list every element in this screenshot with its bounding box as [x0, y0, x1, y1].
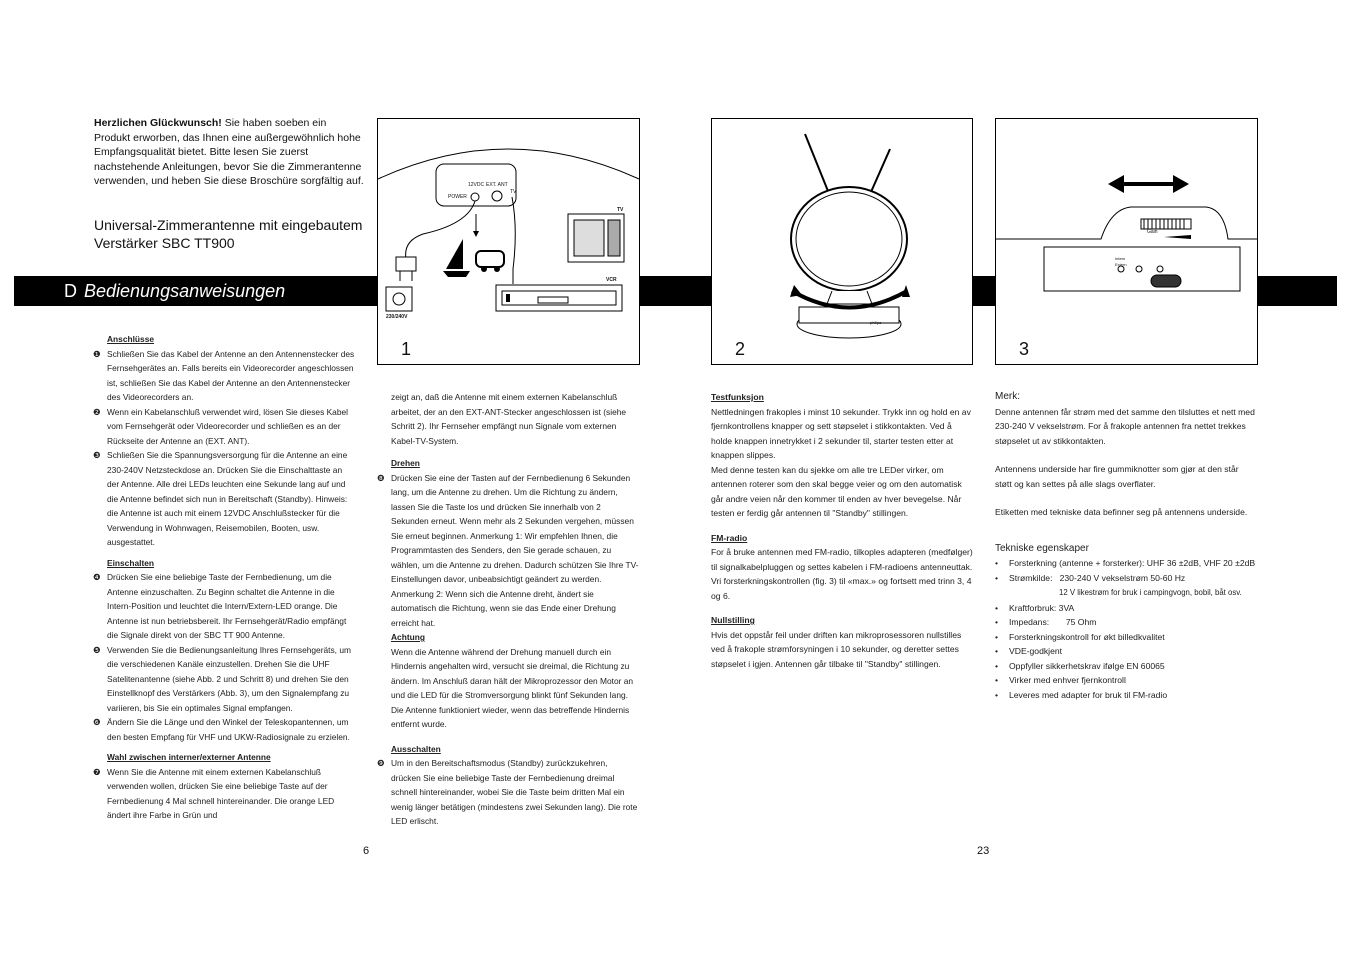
step-text: Drücken Sie eine beliebige Taste der Fernbedienung, um die Antenne einzuschalten. Zu Beginn schaltet die Antenne in die Intern-Position und leuchtet die Intern/Extern-LED orange. Die Antenne ist nun betriebsbereit. Ihr Fernsehgerät/Radio empfängt die Signale direkt von der SBC TT 900 Antenne. [107, 572, 347, 640]
step-text: Um in den Bereitschaftsmodus (Standby) zurückzukehren, drücken Sie eine beliebige Taste der Fernbedienung dreimal schnell hintereinander, wobei Sie die Taste beim dritten Mal ein wenig länger betätigen (mindestens zwei Sekunden lang). Die rote LED erlischt. [391, 758, 638, 826]
underside-text: Antennens underside har fire gummiknotter som gjør at den står støtt og kan settes på alle slags overflater. [995, 464, 1239, 489]
figure-3-drawing [996, 119, 1257, 364]
step-number: ❾ [377, 758, 385, 768]
spec-list [995, 556, 1257, 702]
heading-testfunksjon: Testfunksjon [711, 392, 764, 402]
label-ext-ant: EXT. ANT [486, 182, 508, 188]
list-item: • Leveres med adapter for bruk til FM-radio [995, 688, 1257, 703]
step-number: ❹ [93, 572, 101, 582]
list-item [377, 471, 639, 587]
list-item [93, 715, 355, 744]
list-item [93, 643, 355, 716]
figure-1 [377, 118, 640, 365]
spec-power: Strømkilde: 230-240 V vekselstrøm 50-60 Hz [1009, 572, 1186, 583]
section-letter: D [64, 281, 77, 301]
step-text: Ändern Sie die Länge und den Winkel der Teleskopantennen, um den besten Empfang für VHF und UKW-Radiosignale zu erzielen. [107, 717, 350, 742]
label-power: POWER [448, 194, 467, 200]
heading-nullstilling: Nullstilling [711, 615, 755, 625]
test-text: Nettledningen frakoples i minst 10 sekunder. Trykk inn og hold en av fjernkontrollens knapper og sett støpselet i stikkontakten. Ved å holde knappen innetrykket i 2 sekunder til, starter testen etter at knappen slippes. [711, 406, 971, 460]
column-4 [995, 390, 1257, 702]
intern-label: Intern [1115, 256, 1126, 261]
heading-einschalten: Einschalten [107, 557, 155, 568]
section-band-right2 [1256, 276, 1337, 306]
label-text: Etiketten med tekniske data befinner seg på antennens underside. [995, 507, 1248, 517]
achtung-text: Wenn die Antenne während der Drehung manuell durch ein Hindernis angehalten wird, versucht sie dreimal, die Richtung zu ändern. Im Anschluß daran hält der Mikroprozessor den Motor an und die LED für die Stromversorgung blinkt fünf Sekunden lang. Die Antenne funktioniert wieder, wenn das betreffende Hindernis entfernt wurde. [391, 646, 634, 729]
step-number: ❼ [93, 766, 101, 777]
step-number: ❷ [93, 406, 101, 417]
heading-achtung: Achtung [391, 632, 425, 642]
figure-2-number: 2 [735, 339, 746, 359]
column-3 [711, 390, 973, 671]
figure-3-number: 3 [1019, 339, 1030, 359]
figure-1-number: 1 [401, 339, 412, 359]
heading-fm-radio: FM-radio [711, 532, 748, 543]
step-number: ❻ [93, 717, 101, 727]
list-item [995, 571, 1257, 601]
product-title: Universal-Zimmerantenne mit eingebautem Verstärker SBC TT900 [94, 217, 363, 251]
column-2 [377, 390, 639, 829]
label-tv-jack: TV [510, 189, 517, 195]
brand-label: philips [870, 320, 882, 325]
list-item [93, 448, 355, 550]
list-item: • Forsterkningskontroll for økt billedkvalitet [995, 630, 1257, 645]
list-item [93, 405, 355, 449]
section-band-mid [638, 276, 711, 306]
label-tv: TV [617, 207, 624, 213]
intro-text: Sie haben soeben ein Produkt erworben, das Ihnen eine außergewöhnlich hohe Empfangsqualität bietet. Bitte lesen Sie zuerst nachstehende Anleitungen, bevor Sie die Zimmerantenne verwenden, und heben Sie diese Broschüre sorgfältig auf. [94, 117, 364, 187]
step-number: ❺ [93, 644, 101, 655]
list-item: • Kraftforbruk: 3VA [995, 601, 1257, 616]
step-number: ❸ [93, 450, 101, 460]
label-vcr: VCR [606, 277, 617, 283]
spec-heading: Tekniske egenskaper [995, 542, 1089, 554]
section-band-right1 [971, 276, 995, 306]
page-number-right: 23 [977, 845, 990, 857]
step-text: Wenn ein Kabelanschluß verwendet wird, lösen Sie dieses Kabel vom Fernsehgerät oder Videorecorder und schließen es an der Rückseite der Antenne an (EXT. ANT). [107, 406, 348, 446]
continued-text: zeigt an, daß die Antenne mit einem externen Kabelanschluß arbeitet, der an den EXT-ANT-Stecker angeschlossen ist (siehe Schritt 2). Ihr Fernseher empfängt nun Signale vom externen Kabel-TV-System. [391, 392, 627, 446]
intro-bold: Herzlichen Glückwunsch! [94, 117, 222, 129]
list-item: • Virker med enhver fjernkontroll [995, 673, 1257, 688]
list-item [377, 756, 639, 829]
heading-drehen: Drehen [391, 458, 420, 468]
figure-2-drawing [712, 119, 972, 364]
gain-label: Gain [1147, 229, 1158, 235]
figure-1-drawing [378, 119, 639, 364]
list-item: • Forsterkning (antenne + forsterker): UHF 36 ±2dB, VHF 20 ±2dB [995, 556, 1257, 571]
extern-label: Extern [1115, 262, 1127, 267]
step-number: ❽ [377, 472, 385, 483]
section-heading [14, 276, 285, 306]
list-item [93, 347, 355, 405]
intro-paragraph [94, 116, 364, 189]
figure-2 [711, 118, 973, 365]
figure-3 [995, 118, 1258, 365]
heading-anschluesse: Anschlüsse [107, 334, 155, 344]
merk-heading: Merk: [995, 391, 1020, 402]
step-text: Verwenden Sie die Bedienungsanleitung Ihres Fernsehgeräts, um die verschiedenen Kanäle einzustellen. Drehen Sie die UHF Satelitenantenne (siehe Abb. 2 und Schritt 8) und drehen Sie den Einstellknopf des Verstärkers (Abb. 3), um den Signalempfang zu variieren, bis Sie ein optimales Signal empfangen. [107, 644, 351, 713]
merk-text: Denne antennen får strøm med det samme den tilsluttes et nett med 230-240 V vekselstrøm. For å frakople antennen fra nettet trekkes støpselet ut av stikkontakten. [995, 406, 1255, 446]
step-text: Schließen Sie die Spannungsversorgung für die Antenne an eine 230-240V Netzsteckdose an. Drücken Sie die Einschalttaste an der Antenne. Alle drei LEDs leuchten eine Sekunde lang auf und die Antenne befindet sich nun in Bereitschaft (Standby). Hinweis: die Antenne ist auch mit einem 12VDC Anschlußstecker für die Verwendung in Wohnwagen, Reisemobilen, Booten, usw. ausgestattet. [107, 450, 348, 547]
step-number: ❶ [93, 348, 101, 359]
note-text: Anmerkung 2: Wenn sich die Antenne dreht, ändert sie automatisch die Richtung, wenn sie das Ende einer Drehung erreicht hat. [391, 588, 616, 628]
step-text: Wenn Sie die Antenne mit einem externen Kabelanschluß verwenden wollen, drücken Sie eine beliebige Taste auf der Fernbedienung 4 Mal schnell hintereinander. Die orange LED ändert ihre Farbe in Grün und [107, 766, 335, 820]
list-item: • Impedans: 75 Ohm [995, 615, 1257, 630]
list-item [93, 765, 355, 823]
heading-wahl: Wahl zwischen interner/externer Antenne [107, 752, 271, 762]
fm-text: For å bruke antennen med FM-radio, tilkoples adapteren (medfølger) til signalkabelpluggen og settes kabelen i FM-radioens antenneuttak. Vri forsterkningskontrollen (fig. 3) til «max.» og fortsett med trinn 3, 4 og 6. [711, 547, 973, 601]
label-230-240v: 230/240V [386, 314, 408, 320]
heading-ausschalten: Ausschalten [391, 743, 441, 754]
list-item: • Oppfyller sikkerhetskrav ifølge EN 60065 [995, 659, 1257, 674]
column-1 [93, 332, 355, 823]
step-text: Drücken Sie eine der Tasten auf der Fernbedienung 6 Sekunden lang, um die Antenne zu drehen. Um die Richtung zu ändern, lassen Sie die Taste los und drücken Sie innerhalb von 2 Sekunden erneut. Wenn mehr als 2 Sekunden vergehen, müssen Sie erneut beginnen. Anmerkung 1: Wir empfehlen Ihnen, die Programmtasten des Senders, den Sie gerade schauen, zu wählen, um die Antenne zu drehen. Dadurch schützen Sie Ihre TV-Einstellungen davor, unbeabsichtigt geändert zu werden. [391, 472, 639, 584]
test-text-2: Med denne testen kan du sjekke om alle tre LEDer virker, om antennen roterer som den skal begge veier og om den automatisk går andre veien når den kommer til enden av hver bevegelse. Når testen er ferdig går antennen til "Standby" stillingen. [711, 464, 962, 518]
label-12vdc: 12VDC [468, 182, 485, 188]
list-item: • VDE-godkjent [995, 644, 1257, 659]
list-item [93, 570, 355, 643]
null-text: Hvis det oppstår feil under driften kan mikroprosessoren nullstilles ved å frakople strømforsyningen i 10 sekunder, og deretter settes støpselet i igjen. Antennen går tilbake til "Standby" stillingen. [711, 629, 962, 669]
spec-power-dc: 12 V likestrøm for bruk i campingvogn, bobil, båt osv. [1059, 588, 1242, 597]
step-text: Schließen Sie das Kabel der Antenne an den Antennenstecker des Fernsehgerätes an. Falls bereits ein Videorecorder angeschlossen ist, schließen Sie das Kabel der Antenne an den Antennenstecker des Videorecorders an. [107, 348, 355, 402]
section-title: Bedienungsanweisungen [84, 281, 286, 301]
page-number-left: 6 [363, 845, 370, 857]
